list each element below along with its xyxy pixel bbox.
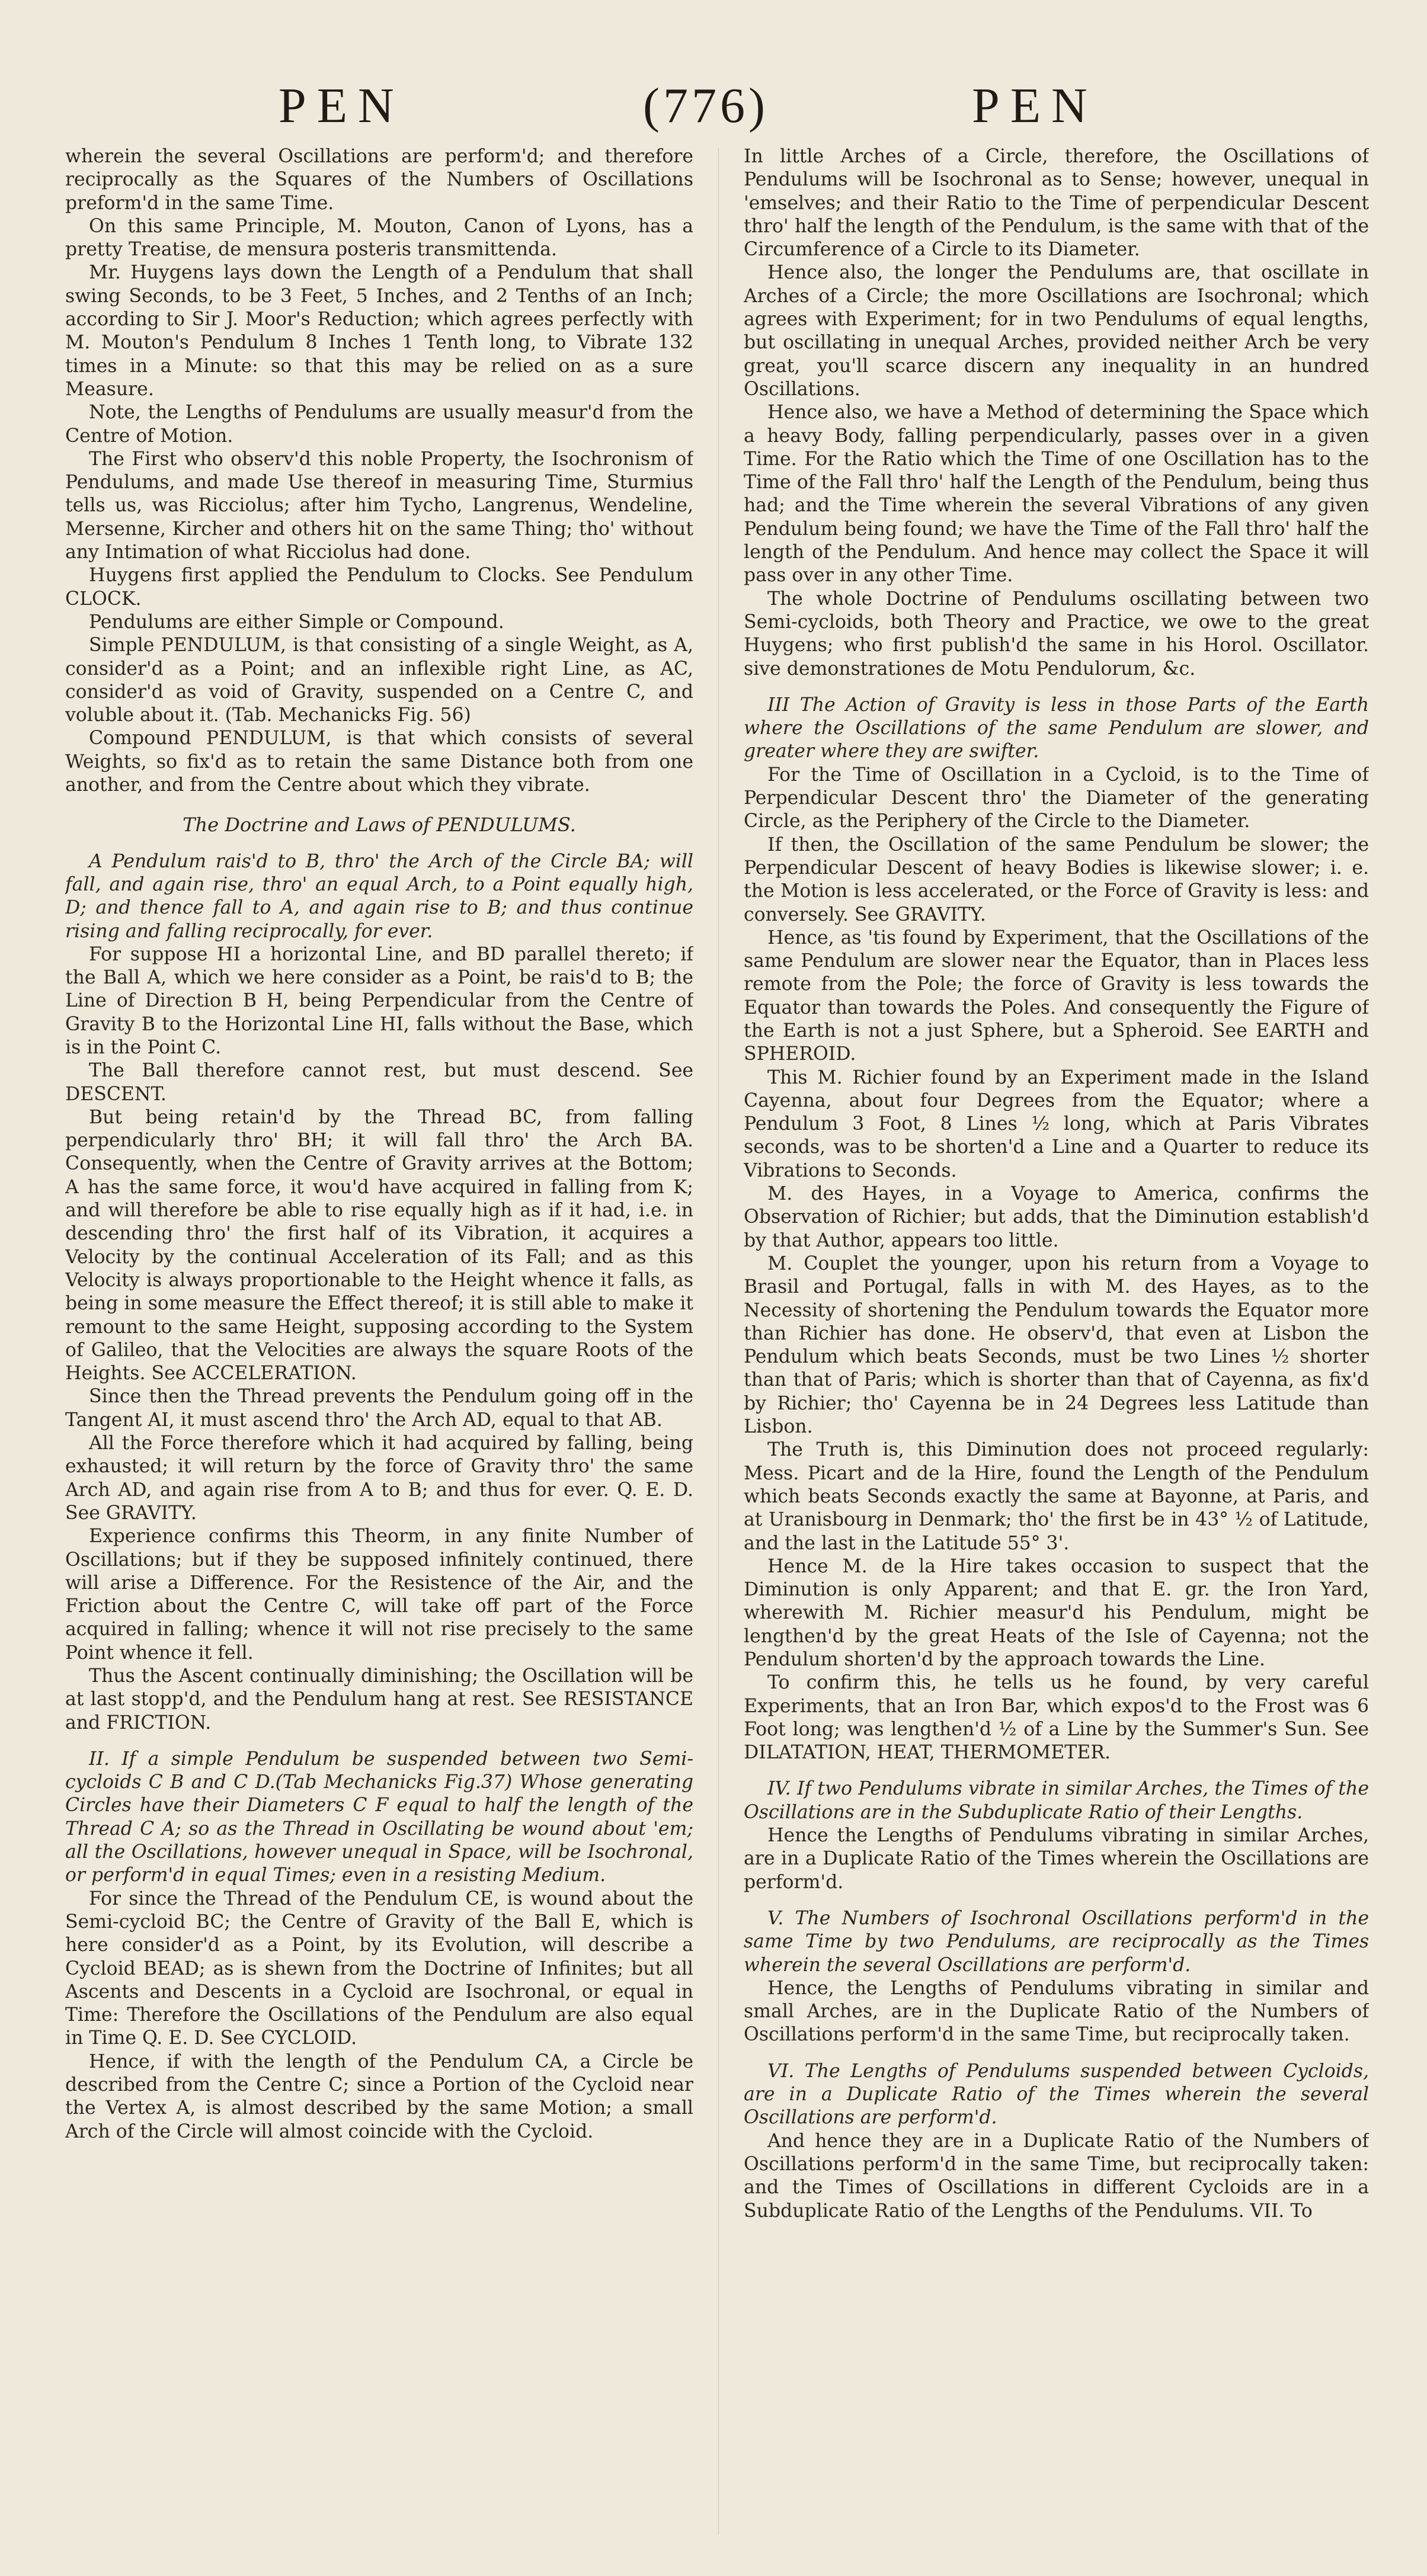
paragraph: Huygens first applied the Pendulum to Clocks. See Pendulum CLOCK. bbox=[65, 565, 693, 610]
paragraph: M. des Hayes, in a Voyage to America, confirms the Observation of Richier; but adds, that the Diminution establish'd by that Author, appears too little. bbox=[744, 1183, 1369, 1251]
header-right: PEN bbox=[972, 78, 1098, 133]
paragraph: Mr. Huygens lays down the Length of a Pendulum that shall swing Seconds, to be 3 Feet, 5 Inches, and 2 Tenths of an Inch; according to Sir J. Moor's Reduction; which agrees perfectly with M. Mouton's Pendulum 8 Inches 1 Tenth long, to Vibrate 132 times in a Minute: so that this may be relied on as a sure Measure. bbox=[65, 262, 693, 400]
paragraph: M. Couplet the younger, upon his return from a Voyage to Brasil and Portugal, falls in with M. des Hayes, as to the Necessity of shortening the Pendulum towards the Equator more than Richier has done. He observ'd, that even at Lisbon the Pendulum which beats Seconds, must be two Lines ½ shorter than that of Paris; which is shorter than that of Cayenna, as fix'd by Richier; tho' Cayenna be in 24 Degrees less Latitude than Lisbon. bbox=[744, 1252, 1369, 1438]
running-header bbox=[0, 77, 1427, 142]
column-divider bbox=[718, 148, 719, 2535]
proposition: VI. The Lengths of Pendulums suspended between Cycloids, are in a Duplicate Ratio of the Times wherein the several Oscillations are perform'd. bbox=[744, 2060, 1369, 2129]
paragraph: And hence they are in a Duplicate Ratio of the Numbers of Oscillations perform'd in the same Time, but reciprocally taken: and the Times of Oscillations in different Cycloids are in a Subduplicate Ratio of the Lengths of the Pendulums. VII. To bbox=[744, 2130, 1369, 2222]
paragraph: Since then the Thread prevents the Pendulum going off in the Tangent AI, it must ascend thro' the Arch AD, equal to that AB. bbox=[65, 1386, 693, 1431]
paragraph: The whole Doctrine of Pendulums oscillating between two Semi-cycloids, both Theory and Practice, we owe to the great Huygens; who first publish'd the same in his Horol. Oscillator. sive demonstrationes de Motu Pendulorum, &c. bbox=[744, 588, 1369, 680]
paragraph: Hence M. de la Hire takes occasion to suspect that the Diminution is only Apparent; and that E. gr. the Iron Yard, wherewith M. Richier measur'd his Pendulum, might be lengthen'd by the great Heats of the Isle of Cayenna; not the Pendulum shorten'd by the approach towards the Line. bbox=[744, 1555, 1369, 1670]
paragraph: The First who observ'd this noble Property, the Isochronism of Pendulums, and made Use thereof in measuring Time, Sturmius tells us, was Ricciolus; after him Tycho, Langrenus, Wendeline, Mersenne, Kircher and others hit on the same Thing; tho' without any Intimation of what Ricciolus had done. bbox=[65, 448, 693, 563]
paragraph: For suppose HI a horizontal Line, and BD parallel thereto; if the Ball A, which we here consider as a Point, be rais'd to B; the Line of Direction B H, being Perpendicular from the Centre of Gravity B to the Horizontal Line HI, falls without the Base, which is in the Point C. bbox=[65, 943, 693, 1058]
paragraph: Pendulums are either Simple or Compound. bbox=[89, 611, 504, 633]
paragraph: This M. Richier found by an Experiment made in the Island Cayenna, about four Degrees from the Equator; where a Pendulum 3 Foot, 8 Lines ½ long, which at Paris Vibrates seconds, was to be shorten'd a Line and a Quarter to reduce its Vibrations to Seconds. bbox=[744, 1066, 1369, 1181]
proposition: A Pendulum rais'd to B, thro' the Arch of the Circle BA; will fall, and again rise, thro' an equal Arch, to a Point equally high, D; and thence fall to A, and again rise to B; and thus continue rising and falling reciprocally, for ever. bbox=[65, 850, 693, 942]
paragraph: wherein the several Oscillations are perform'd; and therefore reciprocally as the Squares of the Numbers of Oscillations preform'd in the same Time. bbox=[65, 146, 693, 214]
paragraph: The Truth is, this Diminution does not proceed regularly: Mess. Picart and de la Hire, found the Length of the Pendulum which beats Seconds exactly the same at Bayonne, at Paris, and at Uranisbourg in Denmark; tho' the first be in 43° ½ of Latitude, and the last in the Latitude 55° 3'. bbox=[744, 1439, 1369, 1554]
paragraph: If then, the Oscillation of the same Pendulum be slower; the Perpendicular Descent of heavy Bodies is likewise slower; i. e. the Motion is less accelerated, or the Force of Gravity is less: and conversely. See GRAVITY. bbox=[744, 834, 1369, 925]
paragraph: For the Time of Oscillation in a Cycloid, is to the Time of Perpendicular Descent thro' the Diameter of the generating Circle, as the Periphery of the Circle to the Diameter. bbox=[744, 764, 1369, 832]
paragraph: Hence, the Lengths of Pendulums vibrating in similar and small Arches, are in the Duplicate Ratio of the Numbers of Oscillations perform'd in the same Time, but reciprocally taken. bbox=[744, 1977, 1369, 2046]
paragraph: The Ball therefore cannot rest, but must descend. See DESCENT. bbox=[65, 1060, 693, 1105]
proposition: II. If a simple Pendulum be suspended between two Semi-cycloids C B and C D.(Tab Mechanicks Fig.37) Whose generating Circles have their Diameters C F equal to half the length of the Thread C A; so as the Thread in Oscillating be wound about 'em; all the Oscillations, however unequal in Space, will be Isochronal, or perform'd in equal Times; even in a resisting Medium. bbox=[65, 1748, 693, 1886]
paragraph: But being retain'd by the Thread BC, from falling perpendicularly thro' BH; it will fall thro' the Arch BA. Consequently, when the Centre of Gravity arrives at the Bottom; A has the same force, it wou'd have acquired in falling from K; and will therefore be able to rise equally high as if it had, i.e. in descending thro' the first half of its Vibration, it acquires a Velocity by the continual Acceleration of its Fall; and as this Velocity is always proportionable to the Height whence it falls, as being in some measure the Effect thereof; it is still able to make it remount to the same Height, supposing according to the System of Galileo, that the Velocities are always the square Roots of the Heights. See ACCELERATION. bbox=[65, 1106, 693, 1385]
paragraph: To confirm this, he tells us he found, by very careful Experiments, that an Iron Bar, which expos'd to the Frost was 6 Foot long; was lengthen'd ½ of a Line by the Summer's Sun. See DILATATION, HEAT, THERMOMETER. bbox=[744, 1672, 1369, 1764]
paragraph: All the Force therefore which it had acquired by falling, being exhausted; it will return by the force of Gravity thro' the same Arch AD, and again rise from A to B; and thus for ever. Q. E. D. See GRAVITY. bbox=[65, 1433, 693, 1524]
paragraph: Experience confirms this Theorm, in any finite Number of Oscillations; but if they be supposed infinitely continued, there will arise a Difference. For the Resistence of the Air, and the Friction about the Centre C, will take off part of the Force acquired in falling; whence it will not rise precisely to the same Point whence it fell. bbox=[65, 1526, 693, 1664]
paragraph: Hence the Lengths of Pendulums vibrating in similar Arches, are in a Duplicate Ratio of the Times wherein the Oscillations are perform'd. bbox=[744, 1825, 1369, 1893]
proposition: III The Action of Gravity is less in those Parts of the Earth where the Oscillations of the same Pendulum are slower, and greater where they are swifter. bbox=[744, 694, 1369, 762]
left-column bbox=[65, 145, 693, 2552]
right-column bbox=[744, 145, 1369, 2552]
paragraph: Simple PENDULUM, is that consisting of a single Weight, as A, consider'd as a Point; and an inflexible right Line, as AC, consider'd as void of Gravity, suspended on a Centre C, and voluble about it. (Tab. Mechanicks Fig. 56) bbox=[65, 635, 693, 726]
page-number: (776) bbox=[643, 78, 769, 133]
section-heading: The Doctrine and Laws of PENDULUMS. bbox=[183, 813, 576, 837]
header-left: PEN bbox=[279, 78, 405, 133]
paragraph: Hence, as 'tis found by Experiment, that the Oscillations of the same Pendulum are slower near the Equator, than in Places less remote from the Pole; the force of Gravity is less towards the Equator than towards the Poles. And consequently the Figure of the Earth is not a just Sphere, but a Spheroid. See EARTH and SPHEROID. bbox=[744, 927, 1369, 1065]
proposition: V. The Numbers of Isochronal Oscillations perform'd in the same Time by two Pendulums, are reciprocally as the Times wherein the several Oscillations are perform'd. bbox=[744, 1907, 1369, 1976]
paragraph: Hence, if with the length of the Pendulum CA, a Circle be described from the Centre C; since a Portion of the Cycloid near the Vertex A, is almost described by the same Motion; a small Arch of the Circle will almost coincide with the Cycloid. bbox=[65, 2050, 693, 2142]
paragraph: Hence also, the longer the Pendulums are, that oscillate in Arches of a Circle; the more Oscillations are Isochronal; which agrees with Experiment; for in two Pendulums of equal lengths, but oscillating in unequal Arches, provided neither Arch be very great, you'll scarce discern any inequality in an hundred Oscillations. bbox=[744, 262, 1369, 400]
paragraph: Compound PENDULUM, is that which consists of several Weights, so fix'd as to retain the same Distance both from one another, and from the Centre about which they vibrate. bbox=[65, 728, 693, 796]
paragraph: For since the Thread of the Pendulum CE, is wound about the Semi-cycloid BC; the Centre of Gravity of the Ball E, which is here consider'd as a Point, by its Evolution, will describe a Cycloid BEAD; as is shewn from the Doctrine of Infinites; but all Ascents and Descents in a Cycloid are Isochronal, or equal in Time: Therefore the Oscillations of the Pendulum are also equal in Time Q. E. D. See CYCLOID. bbox=[65, 1888, 693, 2049]
paragraph: Thus the Ascent continually diminishing; the Oscillation will be at last stopp'd, and the Pendulum hang at rest. See RESISTANCE and FRICTION. bbox=[65, 1665, 693, 1734]
paragraph: In little Arches of a Circle, therefore, the Oscillations of Pendulums will be Isochronal as to Sense; however, unequal in 'emselves; and their Ratio to the Time of perpendicular Descent thro' half the length of the Pendulum, is the same with that of the Circumference of a Circle to its Diameter. bbox=[744, 146, 1369, 261]
paragraph: Note, the Lengths of Pendulums are usually measur'd from the Centre of Motion. bbox=[65, 402, 693, 447]
paragraph: On this same Principle, M. Mouton, Canon of Lyons, has a pretty Treatise, de mensura posteris transmittenda. bbox=[65, 215, 693, 261]
proposition: IV. If two Pendulums vibrate in similar Arches, the Times of the Oscillations are in the Subduplicate Ratio of their Lengths. bbox=[744, 1778, 1369, 1823]
paragraph: Hence also, we have a Method of determining the Space which a heavy Body, falling perpendicularly, passes over in a given Time. For the Ratio which the Time of one Oscillation has to the Time of the Fall thro' half the Length of the Pendulum, being thus had; and the Time wherein the several Vibrations of any given Pendulum being found; we have the Time of the Fall thro' half the length of the Pendulum. And hence may collect the Space it will pass over in any other Time. bbox=[744, 402, 1369, 587]
